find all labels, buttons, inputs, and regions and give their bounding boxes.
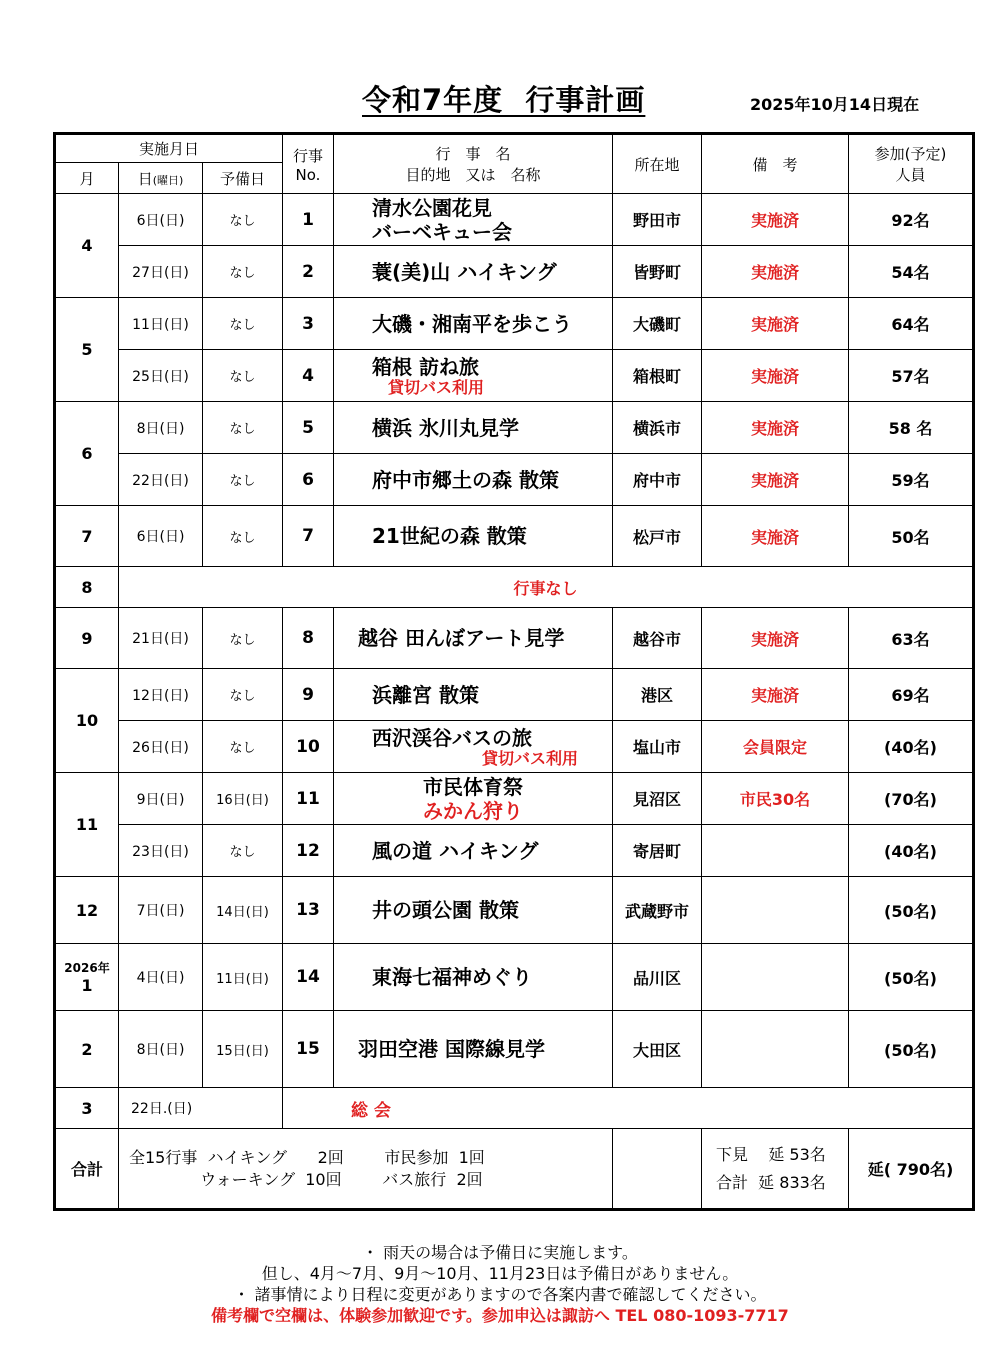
event-no-cell: 1	[283, 194, 334, 246]
date-cell: 12日(日)	[119, 669, 203, 721]
event-subnote: 貸切バス利用	[388, 377, 485, 397]
table-body	[55, 134, 974, 1210]
location-header: 所在地	[613, 134, 702, 194]
remark-cell	[702, 1011, 849, 1088]
event-name: 府中市郷土の森 散策	[372, 467, 559, 492]
date-cell: 11日(日)	[119, 298, 203, 350]
table-row	[55, 402, 974, 454]
location-cell: 塩山市	[613, 721, 702, 773]
month-header: 月	[55, 163, 119, 194]
event-name: 風の道 ハイキング	[372, 838, 539, 863]
remark-cell: 実施済	[702, 298, 849, 350]
event-name: 箱根 訪ね旅	[372, 354, 479, 379]
remark-cell	[702, 944, 849, 1011]
month-label: 6	[81, 444, 93, 463]
event-name-cell	[334, 298, 613, 350]
count-cell: 92名	[849, 194, 974, 246]
location-cell: 武蔵野市	[613, 877, 702, 944]
month-cell	[55, 1011, 119, 1088]
total-label-cell: 合計	[55, 1129, 119, 1210]
header-row	[55, 134, 974, 163]
event-no-cell: 12	[283, 825, 334, 877]
date-cell: 6日(日)	[119, 194, 203, 246]
count-cell: (50名)	[849, 877, 974, 944]
location-cell: 大磯町	[613, 298, 702, 350]
total-summary-line1: 全15行事 ハイキング 2回 市民参加 1回	[129, 1147, 485, 1167]
reserve-date-cell: なし	[203, 721, 283, 773]
remark-cell: 実施済	[702, 506, 849, 567]
date-cell: 6日(日)	[119, 506, 203, 567]
remark-cell	[702, 825, 849, 877]
event-name: 蓑(美)山 ハイキング	[372, 259, 557, 284]
no-event-cell: 行事なし	[119, 567, 974, 608]
month-cell	[55, 944, 119, 1011]
note-3: ・ 諸事情により日程に変更がありますので各案内書で確認してください。	[233, 1285, 767, 1304]
event-no-header-bottom: No.	[295, 165, 321, 184]
event-name-line2: みかん狩り	[423, 798, 523, 823]
event-name-line2: バーベキュー会	[372, 219, 512, 244]
location-cell: 品川区	[613, 944, 702, 1011]
reserve-date-cell: 15日(日)	[203, 1011, 283, 1088]
month-cell	[55, 298, 119, 402]
total-remark-line2: 合計 延 833名	[716, 1172, 826, 1192]
location-cell: 寄居町	[613, 825, 702, 877]
month-label: 7	[81, 526, 93, 546]
remark-cell: 実施済	[702, 608, 849, 669]
event-no-cell: 5	[283, 402, 334, 454]
event-name-cell	[334, 944, 613, 1011]
event-name: 清水公園花見	[372, 195, 492, 220]
month-label: 5	[81, 340, 93, 359]
date-cell: 25日(日)	[119, 350, 203, 402]
note-1: ・ 雨天の場合は予備日に実施します。	[362, 1243, 638, 1262]
remark-cell: 実施済	[702, 454, 849, 506]
day-header-sub: (曜日)	[152, 173, 184, 187]
location-cell: 越谷市	[613, 608, 702, 669]
reserve-date-cell: なし	[203, 454, 283, 506]
event-no-header	[283, 134, 334, 194]
count-cell: 69名	[849, 669, 974, 721]
reserve-date-cell: 16日(日)	[203, 773, 283, 825]
table-row	[55, 246, 974, 298]
date-cell: 23日(日)	[119, 825, 203, 877]
location-cell: 野田市	[613, 194, 702, 246]
event-name: 大磯・湘南平を歩こう	[372, 311, 572, 336]
reserve-date-cell: 11日(日)	[203, 944, 283, 1011]
event-no-cell: 13	[283, 877, 334, 944]
count-cell: (40名)	[849, 721, 974, 773]
count-cell: 64名	[849, 298, 974, 350]
event-no-cell: 7	[283, 506, 334, 567]
table-row	[55, 877, 974, 944]
event-name: 羽田空港 国際線見学	[358, 1037, 545, 1061]
event-name: 横浜 氷川丸見学	[372, 415, 519, 440]
month-cell	[55, 608, 119, 669]
count-cell: (50名)	[849, 1011, 974, 1088]
event-name-cell	[334, 773, 613, 825]
reserve-date-cell: なし	[203, 825, 283, 877]
event-name-header-top: 行 事 名	[435, 145, 511, 163]
event-no-cell: 15	[283, 1011, 334, 1088]
reserve-date-cell: なし	[203, 298, 283, 350]
table-row	[55, 608, 974, 669]
reserve-date-cell: なし	[203, 246, 283, 298]
event-name: 西沢渓谷バスの旅	[372, 725, 532, 750]
event-name: 井の頭公園 散策	[372, 898, 519, 922]
reserve-date-cell: なし	[203, 506, 283, 567]
date-cell: 7日(日)	[119, 877, 203, 944]
event-name-cell	[334, 506, 613, 567]
table-row	[55, 454, 974, 506]
day-header-label: 日	[137, 169, 153, 188]
event-name-cell	[334, 350, 613, 402]
table-row	[55, 350, 974, 402]
total-remark-cell	[702, 1129, 849, 1210]
month-cell	[55, 669, 119, 773]
general-meeting-cell: 総 会	[283, 1088, 974, 1129]
month-label: 8	[81, 577, 93, 597]
month-cell	[55, 1088, 119, 1129]
table-row	[55, 721, 974, 773]
month-label: 2	[81, 1039, 93, 1059]
event-name: 浜離宮 散策	[372, 682, 479, 707]
total-row	[55, 1129, 974, 1210]
event-name: 21世紀の森 散策	[372, 524, 527, 548]
month-label: 10	[75, 711, 99, 730]
reserve-header: 予備日	[203, 163, 283, 194]
event-name-cell	[334, 877, 613, 944]
event-name-cell	[334, 454, 613, 506]
location-cell: 松戸市	[613, 506, 702, 567]
event-no-cell: 9	[283, 669, 334, 721]
event-no-cell: 3	[283, 298, 334, 350]
count-cell: 58 名	[849, 402, 974, 454]
remarks-header: 備 考	[702, 134, 849, 194]
total-count-cell: 延( 790名)	[849, 1129, 974, 1210]
remark-cell: 実施済	[702, 350, 849, 402]
month-cell	[55, 506, 119, 567]
date-cell: 26日(日)	[119, 721, 203, 773]
footnotes	[0, 1242, 1000, 1326]
table-row	[55, 1088, 974, 1129]
event-name-cell	[334, 402, 613, 454]
table-row	[55, 825, 974, 877]
table-row	[55, 194, 974, 246]
day-header	[119, 163, 203, 194]
date-cell: 8日(日)	[119, 402, 203, 454]
event-subnote: 貸切バス利用	[482, 748, 579, 768]
date-group-header: 実施月日	[55, 134, 283, 163]
table-row	[55, 1011, 974, 1088]
remark-cell: 実施済	[702, 669, 849, 721]
event-no-cell: 4	[283, 350, 334, 402]
page-title: 令和7年度 行事計画	[362, 83, 646, 117]
remark-cell: 実施済	[702, 402, 849, 454]
date-cell: 4日(日)	[119, 944, 203, 1011]
total-summary-cell	[119, 1129, 613, 1210]
event-name-cell	[334, 1011, 613, 1088]
year-label: 2026年	[64, 961, 110, 975]
count-cell: 59名	[849, 454, 974, 506]
count-cell: 54名	[849, 246, 974, 298]
event-no-cell: 2	[283, 246, 334, 298]
event-no-cell: 6	[283, 454, 334, 506]
month-label: 4	[81, 236, 93, 255]
month-cell	[55, 567, 119, 608]
reserve-date-cell: 14日(日)	[203, 877, 283, 944]
reserve-date-cell: なし	[203, 608, 283, 669]
total-location-cell	[613, 1129, 702, 1210]
count-cell: 57名	[849, 350, 974, 402]
total-remark-line1: 下見 延 53名	[716, 1144, 826, 1164]
reserve-date-cell: なし	[203, 350, 283, 402]
event-no-cell: 8	[283, 608, 334, 669]
note-4: 備考欄で空欄は、体験参加歓迎です。参加申込は諏訪へ TEL 080-1093-7717	[211, 1306, 789, 1325]
month-label: 9	[81, 628, 93, 648]
count-header-bottom: 人員	[895, 166, 926, 184]
event-name-cell	[334, 246, 613, 298]
table-row	[55, 773, 974, 825]
table-row	[55, 669, 974, 721]
month-cell	[55, 402, 119, 506]
count-cell: 63名	[849, 608, 974, 669]
event-no-cell: 11	[283, 773, 334, 825]
event-name-cell	[334, 194, 613, 246]
count-header-top: 参加(予定)	[874, 145, 947, 163]
event-name: 市民体育祭	[423, 774, 523, 799]
month-label: 12	[75, 900, 99, 920]
event-name-header-bottom: 目的地 又は 名称	[405, 166, 541, 184]
table-row	[55, 298, 974, 350]
count-cell: (50名)	[849, 944, 974, 1011]
as-of-date: 2025年10月14日現在	[750, 95, 920, 114]
location-cell: 皆野町	[613, 246, 702, 298]
table-row	[55, 567, 974, 608]
date-cell: 9日(日)	[119, 773, 203, 825]
total-summary-line2: ウォーキング 10回 バス旅行 2回	[129, 1169, 483, 1189]
location-cell: 港区	[613, 669, 702, 721]
reserve-date-cell: なし	[203, 194, 283, 246]
event-name-cell	[334, 608, 613, 669]
location-cell: 箱根町	[613, 350, 702, 402]
event-name-header	[334, 134, 613, 194]
location-cell: 府中市	[613, 454, 702, 506]
remark-cell: 会員限定	[702, 721, 849, 773]
remark-cell	[702, 877, 849, 944]
event-name: 東海七福神めぐり	[372, 965, 532, 989]
count-header	[849, 134, 974, 194]
table-row	[55, 506, 974, 567]
event-no-cell: 10	[283, 721, 334, 773]
month-label: 11	[75, 815, 99, 834]
remark-cell: 市民30名	[702, 773, 849, 825]
date-cell: 27日(日)	[119, 246, 203, 298]
reserve-date-cell: なし	[203, 402, 283, 454]
remark-cell: 実施済	[702, 246, 849, 298]
location-cell: 横浜市	[613, 402, 702, 454]
reserve-date-cell: なし	[203, 669, 283, 721]
event-no-header-top: 行事	[292, 146, 323, 165]
event-name-cell	[334, 721, 613, 773]
table-row	[55, 944, 974, 1011]
event-no-cell: 14	[283, 944, 334, 1011]
count-cell: 50名	[849, 506, 974, 567]
count-cell: (40名)	[849, 825, 974, 877]
month-cell	[55, 773, 119, 877]
month-label: 1	[81, 976, 93, 995]
count-cell: (70名)	[849, 773, 974, 825]
event-name: 越谷 田んぼアート見学	[358, 626, 565, 650]
date-cell: 22日(日)	[119, 454, 203, 506]
location-cell: 見沼区	[613, 773, 702, 825]
event-name-cell	[334, 669, 613, 721]
month-label: 3	[81, 1098, 93, 1118]
month-cell	[55, 194, 119, 298]
remark-cell: 実施済	[702, 194, 849, 246]
note-2: 但し、4月～7月、9月～10月、11月23日は予備日がありません。	[261, 1264, 739, 1283]
date-cell: 8日(日)	[119, 1011, 203, 1088]
event-schedule-table	[53, 132, 975, 1211]
month-cell	[55, 877, 119, 944]
date-cell: 22日.(日)	[119, 1088, 283, 1129]
event-name-cell	[334, 825, 613, 877]
location-cell: 大田区	[613, 1011, 702, 1088]
date-cell: 21日(日)	[119, 608, 203, 669]
